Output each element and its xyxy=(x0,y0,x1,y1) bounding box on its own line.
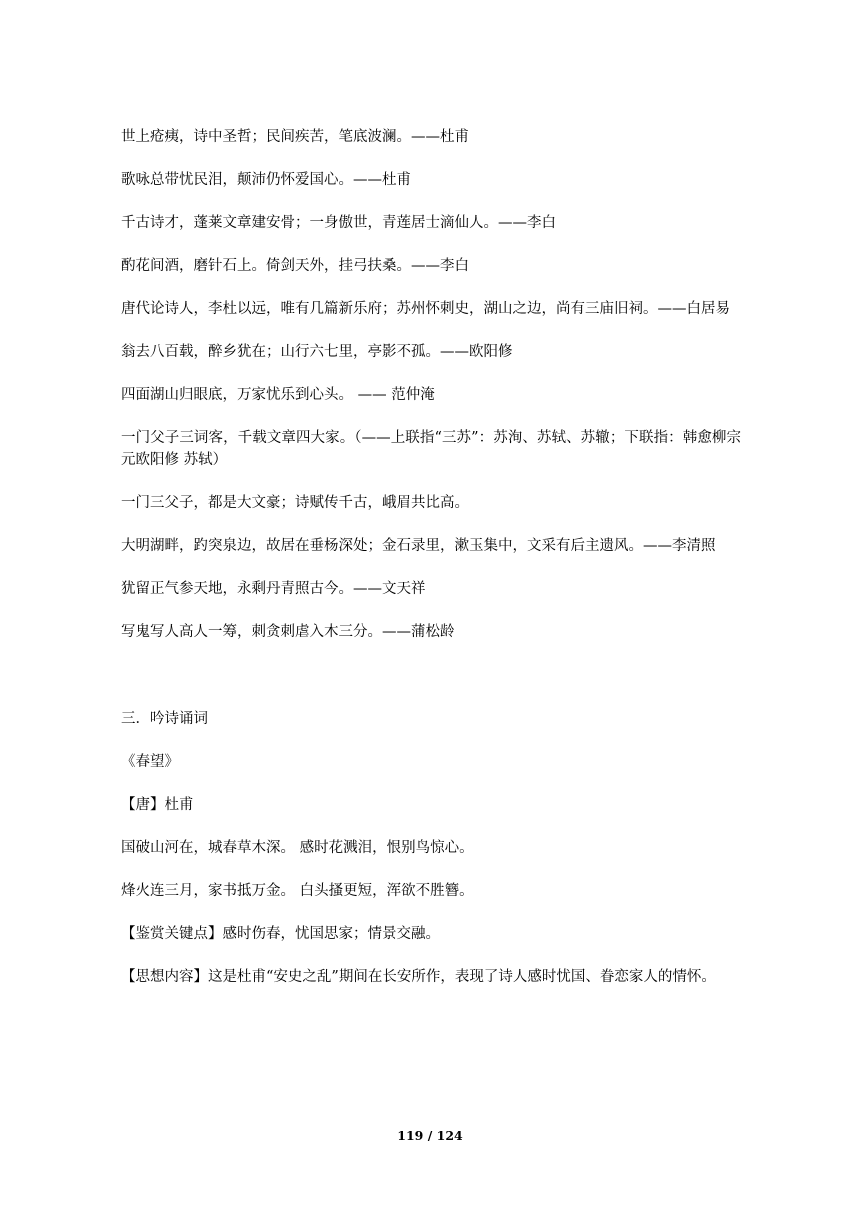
couplet-paragraph: 大明湖畔，趵突泉边，故居在垂杨深处；金石录里，漱玉集中，文采有后主遗风。——李清照 xyxy=(121,538,716,554)
page-content xyxy=(121,126,741,1009)
poem-author: 【唐】杜甫 xyxy=(121,797,194,813)
section-heading: 三．吟诗诵词 xyxy=(121,711,208,727)
couplet-paragraph: 世上疮痍，诗中圣哲；民间疾苦，笔底波澜。——杜甫 xyxy=(121,129,469,145)
couplet-paragraph: 千古诗才，蓬莱文章建安骨；一身傲世，青莲居士滴仙人。——李白 xyxy=(121,215,556,231)
poem-title: 《春望》 xyxy=(121,754,179,770)
couplet-paragraph: 歌咏总带忧民泪，颠沛仍怀爱国心。——杜甫 xyxy=(121,172,411,188)
poem-line: 国破山河在，城春草木深。 感时花溅泪，恨别鸟惊心。 xyxy=(121,840,474,856)
poem-line: 烽火连三月，家书抵万金。 白头搔更短，浑欲不胜簪。 xyxy=(121,883,474,899)
couplet-paragraph: 写鬼写人高人一筹，刺贪刺虐入木三分。——蒲松龄 xyxy=(121,624,455,640)
couplet-paragraph: 犹留正气参天地，永剩丹青照古今。——文天祥 xyxy=(121,581,426,597)
thought-note: 【思想内容】这是杜甫“安史之乱”期间在长安所作，表现了诗人感时忧国、眷恋家人的情怀。 xyxy=(121,969,716,985)
couplet-paragraph: 一门三父子，都是大文豪；诗赋传千古，峨眉共比高。 xyxy=(121,495,469,511)
couplet-paragraph: 唐代论诗人，李杜以远，唯有几篇新乐府；苏州怀刺史，湖山之边，尚有三庙旧祠。——白居易 xyxy=(121,301,730,317)
appreciation-note: 【鉴赏关键点】感时伤春，忧国思家；情景交融。 xyxy=(121,926,440,942)
couplet-paragraph: 翁去八百载，醉乡犹在；山行六七里，亭影不孤。——欧阳修 xyxy=(121,344,513,360)
page-number: 119 / 124 xyxy=(397,1128,463,1143)
couplet-paragraph: 一门父子三词客，千载文章四大家。（——上联指“三苏”：苏洵、苏轼、苏辙；下联指：韩愈柳宗元欧阳修 苏轼） xyxy=(121,430,741,468)
couplet-paragraph: 四面湖山归眼底，万家忧乐到心头。 —— 范仲淹 xyxy=(121,387,435,403)
couplet-paragraph: 酌花间酒，磨针石上。倚剑天外，挂弓扶桑。——李白 xyxy=(121,258,469,274)
section-spacer xyxy=(121,664,741,708)
